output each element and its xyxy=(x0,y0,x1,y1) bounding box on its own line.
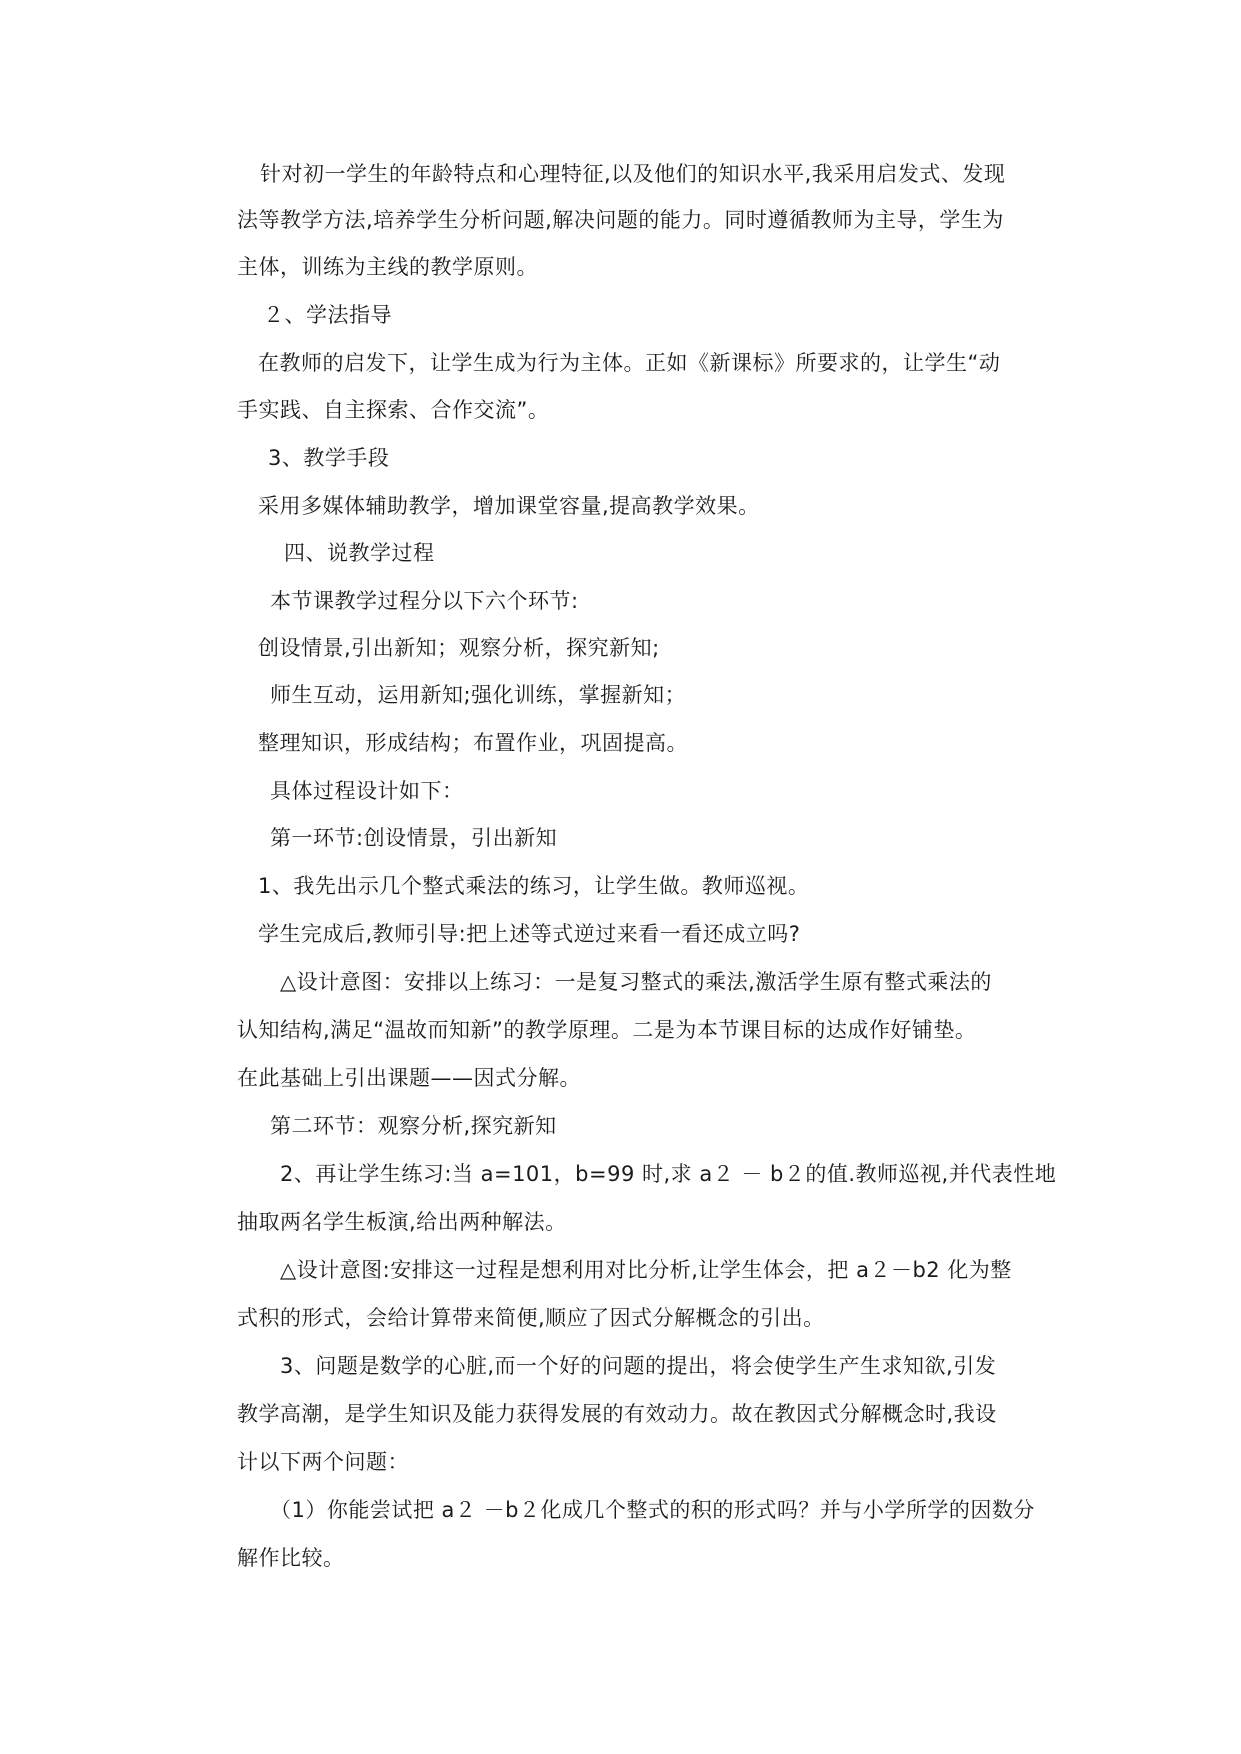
text-line-24: △设计意图:安排这一过程是想利用对比分析,让学生体会，把 a２－b2 化为整 xyxy=(280,1258,1012,1282)
text-line-12: 师生互动，运用新知;强化训练，掌握新知； xyxy=(270,683,687,707)
section-heading-step-one: 第一环节:创设情景，引出新知 xyxy=(270,826,558,850)
text-line-14: 具体过程设计如下： xyxy=(270,779,464,803)
text-line-11: 创设情景,引出新知；观察分析，探究新知; xyxy=(258,636,660,660)
text-line-22: 2、再让学生练习:当 a=101，b=99 时,求 a２ － b２的值.教师巡视,并代表性地 xyxy=(280,1162,1057,1186)
text-line-25: 式积的形式，会给计算带来简便,顺应了因式分解概念的引出。 xyxy=(237,1306,825,1330)
text-line-1: 针对初一学生的年龄特点和心理特征,以及他们的知识水平,我采用启发式、发现 xyxy=(260,162,1006,186)
text-line-19: 认知结构,满足“温故而知新”的教学原理。二是为本节课目标的达成作好铺垫。 xyxy=(237,1018,977,1042)
text-line-18: △设计意图：安排以上练习：一是复习整式的乘法,激活学生原有整式乘法的 xyxy=(280,970,992,994)
text-line-30: 解作比较。 xyxy=(237,1546,345,1570)
text-line-23: 抽取两名学生板演,给出两种解法。 xyxy=(237,1210,567,1234)
text-line-29: （1）你能尝试把 a２ －b２化成几个整式的积的形式吗？并与小学所学的因数分 xyxy=(270,1498,1035,1522)
text-line-27: 教学高潮，是学生知识及能力获得发展的有效动力。故在教因式分解概念时,我设 xyxy=(237,1402,997,1426)
section-heading-teaching-means: 3、教学手段 xyxy=(268,446,390,470)
text-line-20: 在此基础上引出课题——因式分解。 xyxy=(237,1066,581,1090)
text-line-13: 整理知识，形成结构；布置作业，巩固提高。 xyxy=(258,731,688,755)
text-line-10: 本节课教学过程分以下六个环节: xyxy=(270,589,579,613)
text-line-26: 3、问题是数学的心脏,而一个好的问题的提出，将会使学生产生求知欲,引发 xyxy=(280,1354,997,1378)
text-line-3: 主体，训练为主线的教学原则。 xyxy=(237,255,538,279)
text-line-17: 学生完成后,教师引导:把上述等式逆过来看一看还成立吗? xyxy=(258,922,801,946)
text-line-2: 法等教学方法,培养学生分析问题,解决问题的能力。同时遵循教师为主导，学生为 xyxy=(237,208,1004,232)
section-heading-teaching-process: 四、说教学过程 xyxy=(284,541,435,565)
section-heading-step-two: 第二环节：观察分析,探究新知 xyxy=(270,1114,557,1138)
text-line-6: 手实践、自主探索、合作交流”。 xyxy=(237,398,550,422)
text-line-5: 在教师的启发下，让学生成为行为主体。正如《新课标》所要求的，让学生“动 xyxy=(258,351,1001,375)
section-heading-study-method: ２、学法指导 xyxy=(263,303,392,327)
text-line-8: 采用多媒体辅助教学，增加课堂容量,提高教学效果。 xyxy=(258,494,760,518)
text-line-16: 1、我先出示几个整式乘法的练习，让学生做。教师巡视。 xyxy=(258,874,810,898)
text-line-28: 计以下两个问题： xyxy=(237,1450,409,1474)
